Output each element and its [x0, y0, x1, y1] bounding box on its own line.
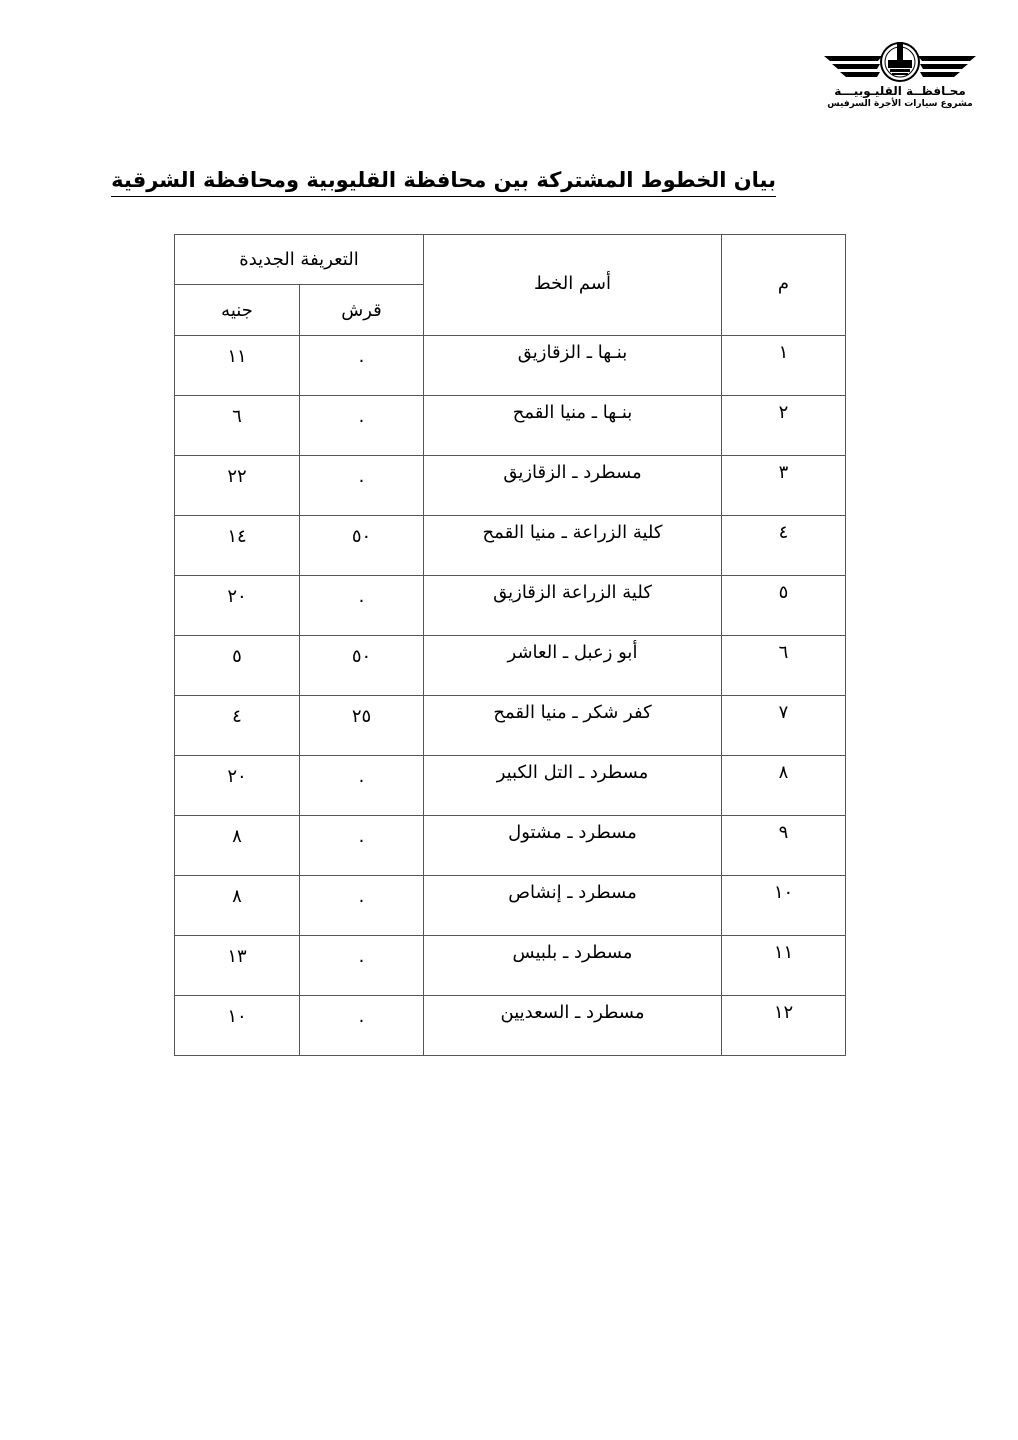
row-fare-piaster: .	[300, 996, 424, 1056]
row-fare-pound: ٢٠	[175, 576, 300, 636]
row-fare-pound: ١٠	[175, 996, 300, 1056]
row-fare-piaster: ٢٥	[300, 696, 424, 756]
row-line-name: مسطرد ـ الزقازيق	[424, 456, 722, 516]
document-title	[111, 168, 776, 192]
row-number: ٦	[722, 636, 846, 696]
table-row	[175, 756, 846, 816]
row-fare-pound: ٥	[175, 636, 300, 696]
row-line-name: مسطرد ـ إنشاص	[424, 876, 722, 936]
row-fare-piaster: .	[300, 756, 424, 816]
shared-lines-table	[174, 234, 846, 1056]
row-line-name: مسطرد ـ مشتول	[424, 816, 722, 876]
row-line-name: مسطرد ـ السعديين	[424, 996, 722, 1056]
row-line-name: مسطرد ـ التل الكبير	[424, 756, 722, 816]
row-fare-piaster: .	[300, 936, 424, 996]
table-row	[175, 456, 846, 516]
row-number: ٢	[722, 396, 846, 456]
header-new-fare: التعريفة الجديدة	[175, 235, 424, 285]
row-fare-piaster: .	[300, 576, 424, 636]
row-number: ١٠	[722, 876, 846, 936]
logo-governorate-name: محـافظــة القليـوبيـــة	[834, 84, 966, 98]
governorate-logo	[812, 36, 988, 116]
table-row	[175, 336, 846, 396]
row-fare-pound: ٤	[175, 696, 300, 756]
row-number: ٧	[722, 696, 846, 756]
row-line-name: كلية الزراعة الزقازيق	[424, 576, 722, 636]
row-fare-pound: ٢٢	[175, 456, 300, 516]
row-fare-pound: ٢٠	[175, 756, 300, 816]
logo-project-name: مشروع سيارات الأجرة السرفيس	[827, 99, 973, 109]
row-fare-piaster: .	[300, 876, 424, 936]
row-line-name: كلية الزراعة ـ منيا القمح	[424, 516, 722, 576]
row-number: ١٢	[722, 996, 846, 1056]
table-row	[175, 996, 846, 1056]
row-line-name: مسطرد ـ بلبيس	[424, 936, 722, 996]
table-row	[175, 576, 846, 636]
table-row	[175, 396, 846, 456]
row-fare-pound: ٨	[175, 816, 300, 876]
row-fare-piaster: .	[300, 456, 424, 516]
row-line-name: بنـها ـ منيا القمح	[424, 396, 722, 456]
table-body	[175, 336, 846, 1056]
row-fare-piaster: .	[300, 336, 424, 396]
row-number: ٤	[722, 516, 846, 576]
row-fare-pound: ٨	[175, 876, 300, 936]
document-title-text: بيان الخطوط المشتركة بين محافظة القليوبية ومحافظة الشرقية	[111, 168, 776, 197]
row-fare-pound: ١٤	[175, 516, 300, 576]
row-number: ١١	[722, 936, 846, 996]
row-fare-pound: ١٣	[175, 936, 300, 996]
row-number: ٣	[722, 456, 846, 516]
row-line-name: بنـها ـ الزقازيق	[424, 336, 722, 396]
row-fare-pound: ٦	[175, 396, 300, 456]
table-row	[175, 936, 846, 996]
table-row	[175, 636, 846, 696]
table-row	[175, 816, 846, 876]
table-row	[175, 696, 846, 756]
table-row	[175, 876, 846, 936]
row-number: ٩	[722, 816, 846, 876]
row-number: ١	[722, 336, 846, 396]
header-line-name: أسم الخط	[424, 235, 722, 336]
header-pound: جنيه	[175, 285, 300, 336]
row-line-name: كفر شكر ـ منيا القمح	[424, 696, 722, 756]
winged-emblem-icon	[820, 36, 980, 86]
row-fare-piaster: .	[300, 396, 424, 456]
row-number: ٥	[722, 576, 846, 636]
row-fare-piaster: ٥٠	[300, 636, 424, 696]
row-number: ٨	[722, 756, 846, 816]
row-fare-piaster: ٥٠	[300, 516, 424, 576]
row-fare-pound: ١١	[175, 336, 300, 396]
header-piaster: قرش	[300, 285, 424, 336]
row-fare-piaster: .	[300, 816, 424, 876]
header-number: م	[722, 235, 846, 336]
table-row	[175, 516, 846, 576]
row-line-name: أبو زعبل ـ العاشر	[424, 636, 722, 696]
